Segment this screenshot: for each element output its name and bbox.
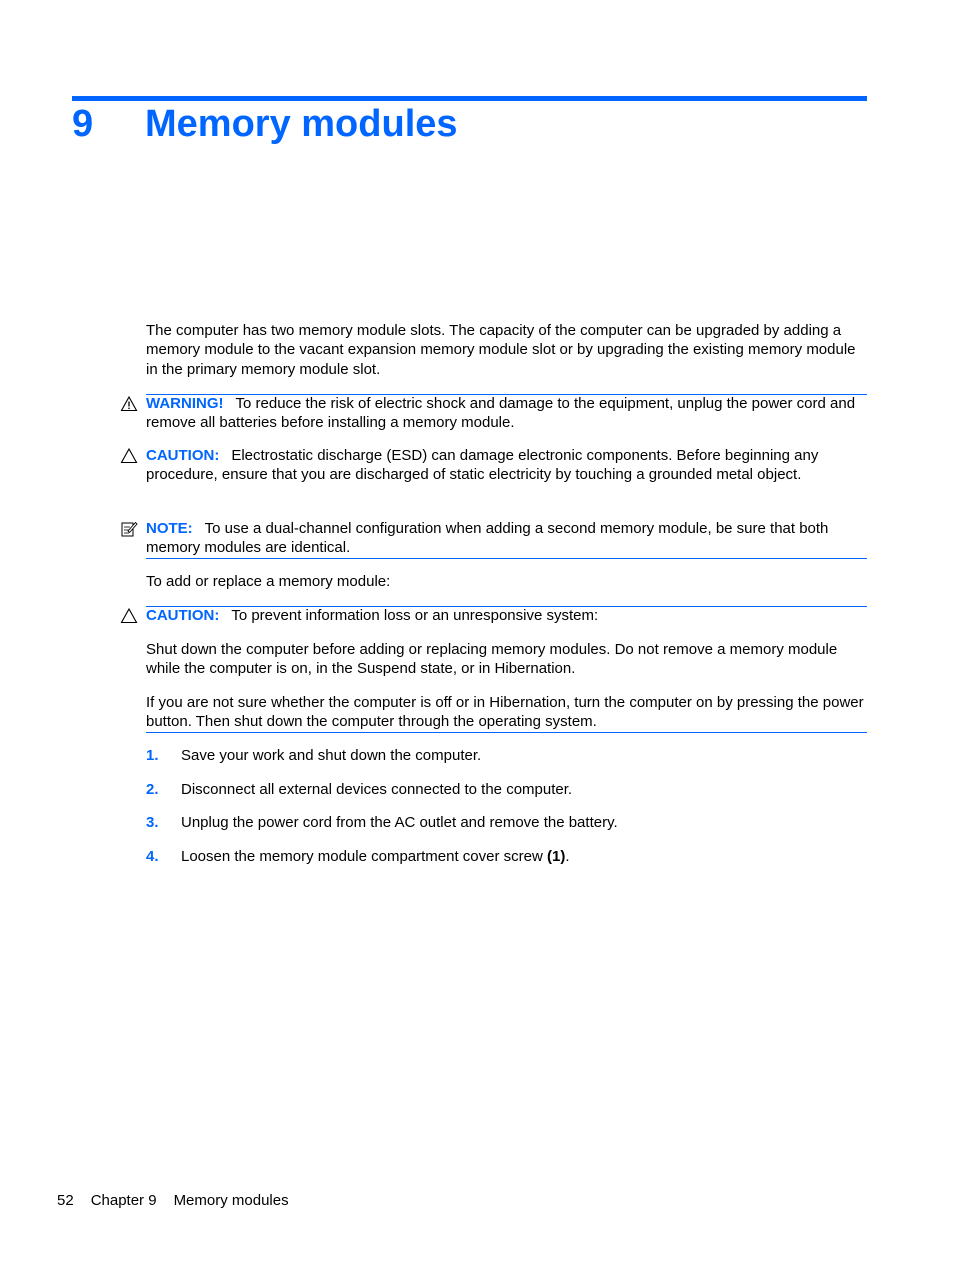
chapter-number: 9	[72, 103, 94, 145]
step-number: 2.	[146, 781, 159, 798]
lead-in-text: To add or replace a memory module:	[146, 573, 391, 590]
page-footer	[57, 1192, 306, 1209]
caution2-bottom-rule	[146, 732, 867, 733]
note-text: To use a dual-channel configuration when adding a second memory module, be sure that both memory modules are identical.	[146, 520, 829, 557]
caution-label: CAUTION:	[146, 607, 220, 624]
caution-paragraph-shutdown: Shut down the computer before adding or replacing memory modules. Do not remove a memory module while the computer is on, in the Suspend state, or in Hibernation.	[146, 641, 838, 678]
note-label: NOTE:	[146, 520, 193, 537]
footer-chapter: Chapter 9	[90, 1192, 157, 1209]
intro-paragraph: The computer has two memory module slots. The capacity of the computer can be upgraded by adding a memory module to the vacant expansion memory module slot or by upgrading the existing memory module in the primary memory module slot.	[146, 322, 856, 378]
footer-title: Memory modules	[173, 1192, 289, 1209]
caution-triangle-icon	[120, 447, 138, 465]
caution-text: To prevent information loss or an unresponsive system:	[231, 607, 599, 624]
step-number: 4.	[146, 848, 159, 865]
page-number: 52	[57, 1192, 74, 1209]
caution-paragraph-hibernation: If you are not sure whether the computer is off or in Hibernation, turn the computer on by pressing the power button. Then shut down the computer through the operating system.	[146, 694, 864, 731]
chapter-title: Memory modules	[145, 103, 458, 145]
caution-text: Electrostatic discharge (ESD) can damage electronic components. Before beginning any procedure, ensure that you are discharged of static electricity by touching a grounded metal object.	[146, 447, 819, 484]
admonition-bottom-rule	[146, 558, 867, 559]
step-number: 1.	[146, 747, 159, 764]
step-text: Disconnect all external devices connected to the computer.	[181, 781, 573, 798]
step-text: Save your work and shut down the computer.	[181, 747, 482, 764]
step-text: Unplug the power cord from the AC outlet and remove the battery.	[181, 814, 618, 831]
caution-triangle-icon	[120, 607, 138, 625]
note-pencil-icon	[120, 520, 138, 538]
warning-triangle-icon	[120, 395, 138, 413]
caution-label: CAUTION:	[146, 447, 220, 464]
warning-label: WARNING!	[146, 395, 224, 412]
step-text: Loosen the memory module compartment cover screw (1).	[181, 848, 570, 865]
warning-text: To reduce the risk of electric shock and damage to the equipment, unplug the power cord and remove all batteries before installing a memory module.	[146, 395, 856, 432]
callout-number: (1)	[546, 848, 566, 865]
step-number: 3.	[146, 814, 159, 831]
